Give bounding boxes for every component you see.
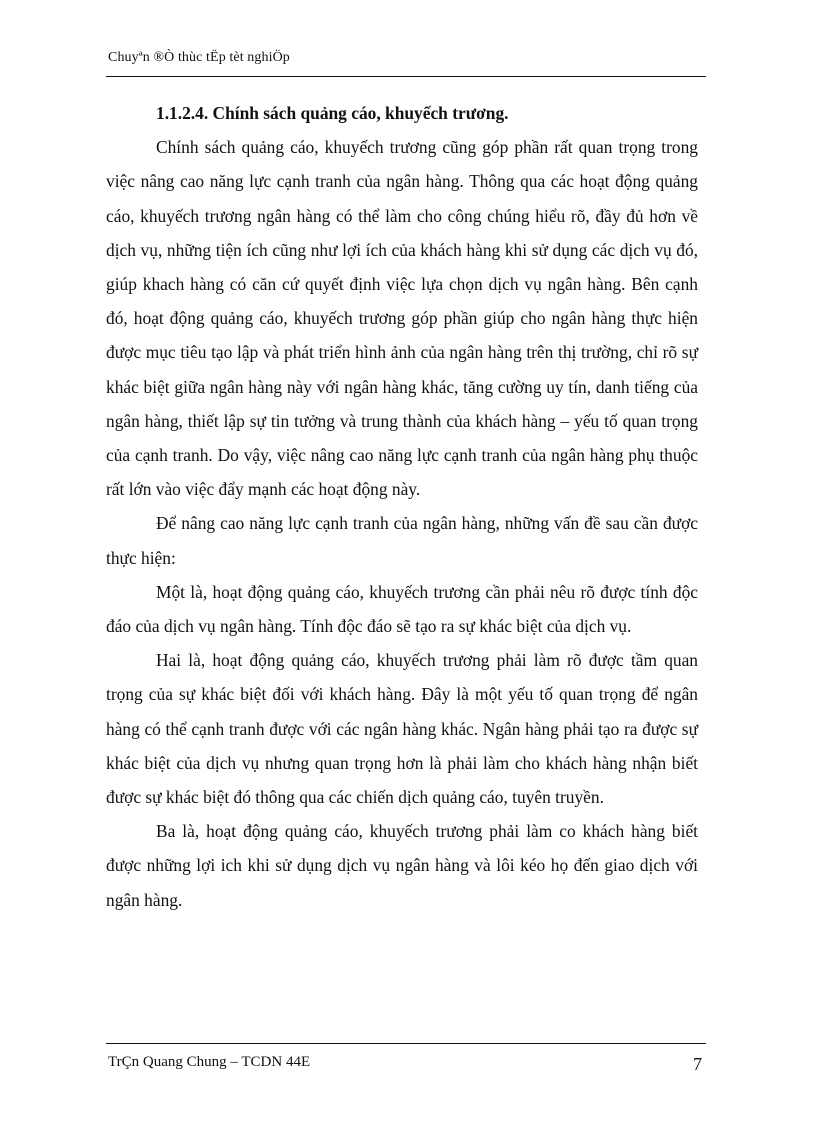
paragraph-3: Một là, hoạt động quảng cáo, khuyếch trương cần phải nêu rõ được tính độc đáo của dịch vụ ngân hàng. Tính độc đáo sẽ tạo ra sự khác biệt của dịch vụ.: [106, 581, 698, 637]
paragraph-1: Chính sách quảng cáo, khuyếch trương cũng góp phần rất quan trọng trong việc nâng cao năng lực cạnh tranh của ngân hàng. Thông qua các hoạt động quảng cáo, khuyếch trương ngân hàng có thể làm cho công chúng hiểu rõ, đầy đủ hơn về dịch vụ, những tiện ích cũng như lợi ích của khách hàng khi sử dụng các dịch vụ đó, giúp khach hàng có căn cứ quyết định việc lựa chọn dịch vụ ngân hàng. Bên cạnh đó, hoạt động quảng cáo, khuyếch trương góp phần giúp cho ngân hàng thực hiện được mục tiêu tạo lập và phát triển hình ảnh của ngân hàng trên thị trường, chỉ rõ sự khác biệt giữa ngân hàng này với ngân hàng khác, tăng cường uy tín, danh tiếng của ngân hàng, thiết lập sự tin tưởng và trung thành của khách hàng – yếu tố quan trọng của cạnh tranh. Do vậy, việc nâng cao năng lực cạnh tranh của ngân hàng phụ thuộc rất lớn vào việc đẩy mạnh các hoạt động này.: [106, 137, 698, 500]
page-header: Chuyªn ®Ò thùc tËp tèt nghiÖp: [108, 50, 290, 65]
document-body: [106, 96, 698, 917]
footer-author: TrÇn Quang Chung – TCDN 44E: [108, 1054, 311, 1070]
paragraph-2: Để nâng cao năng lực cạnh tranh của ngân hàng, những vấn đề sau cần được thực hiện:: [106, 513, 698, 568]
paragraph-4: Hai là, hoạt động quảng cáo, khuyếch trương phải làm rõ được tầm quan trọng của sự khác biệt đối với khách hàng. Đây là một yếu tố quan trọng để ngân hàng có thể cạnh tranh được với các ngân hàng khác. Ngân hàng phải tạo ra được sự khác biệt của dịch vụ nhưng quan trọng hơn là phải làm cho khách hàng nhận biết được sự khác biệt đó thông qua các chiến dịch quảng cáo, tuyên truyền.: [106, 650, 698, 808]
page-number: 7: [693, 1054, 702, 1074]
paragraph-5: Ba là, hoạt động quảng cáo, khuyếch trương phải làm co khách hàng biết được những lợi ich khi sử dụng dịch vụ ngân hàng và lôi kéo họ đến giao dịch với ngân hàng.: [106, 821, 698, 910]
section-heading: 1.1.2.4. Chính sách quảng cáo, khuyếch trương.: [156, 103, 509, 123]
footer-divider: [106, 1043, 706, 1044]
header-divider: [106, 74, 706, 77]
